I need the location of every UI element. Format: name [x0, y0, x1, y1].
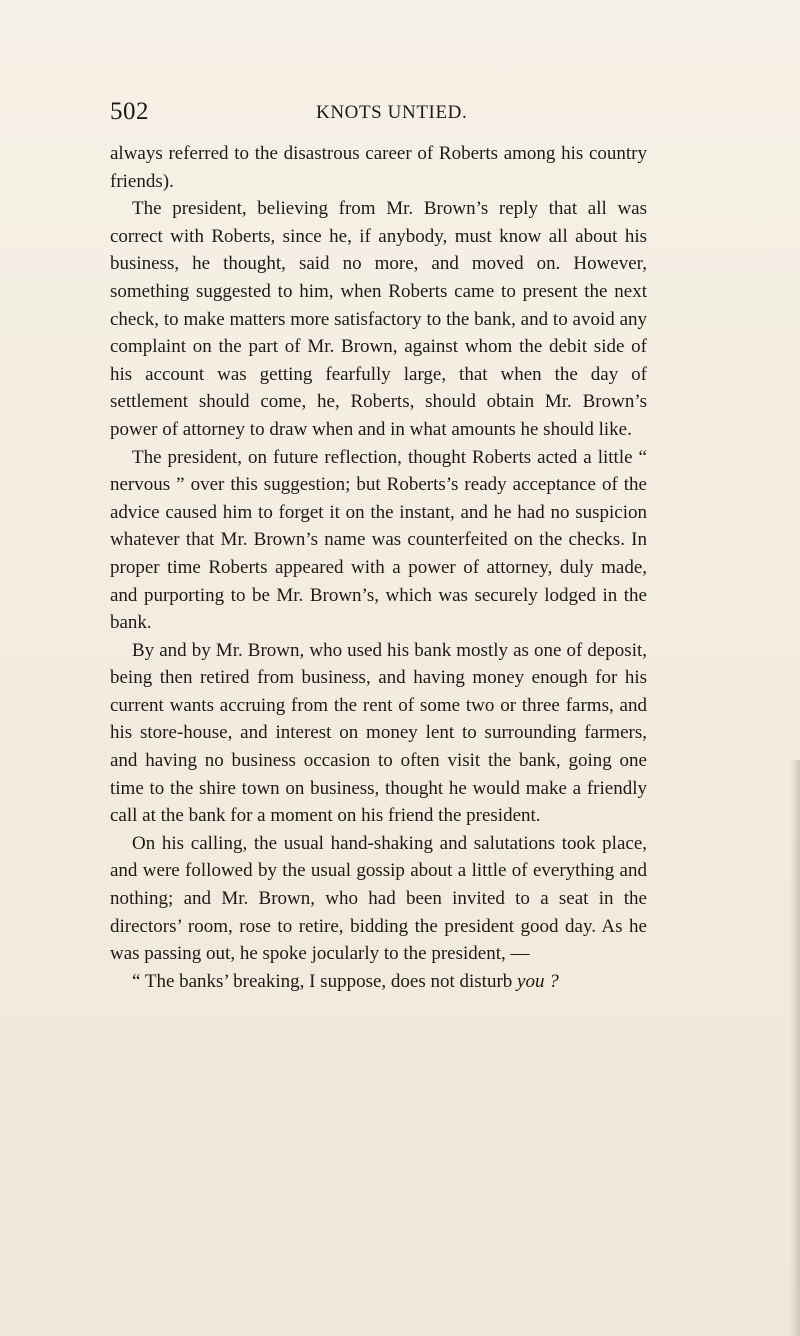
body-text [110, 140, 647, 995]
running-head: KNOTS UNTIED. [316, 102, 468, 123]
closing-quote: “ The banks’ breaking, I suppose, does not disturb [132, 970, 518, 992]
paragraph-4: By and by Mr. Brown, who used his bank mostly as one of deposit, being then retired from business, and having money enough for his current wants accruing from the rent of some two or three farms, and his store-house, and interest on money lent to surrounding farmers, and having no business occasion to often visit the bank, going one time to the shire town on business, thought he would make a friendly call at the bank for a moment on his friend the president. [110, 639, 647, 827]
paragraph-5: On his calling, the usual hand-shaking and salutations took place, and were followed by the usual gossip about a little of everything and nothing; and Mr. Brown, who had been invited to a seat in the directors’ room, rose to retire, bidding the president good day. As he was passing out, he spoke jocularly to the president, — [110, 832, 647, 965]
paragraph-3: The president, on future reflection, thought Roberts acted a little “ nervous ” over this suggestion; but Roberts’s ready acceptance of the advice caused him to forget it on the instant, and he had no suspicion whatever that Mr. Brown’s name was counterfeited on the checks. In proper time Roberts appeared with a power of attorney, duly made, and purporting to be Mr. Brown’s, which was securely lodged in the bank. [110, 446, 647, 634]
page-header [110, 96, 670, 128]
paragraph-1: always referred to the disastrous career of Roberts among his country friends). [110, 143, 647, 192]
page-number: 502 [110, 98, 149, 125]
page-edge-shadow [790, 760, 800, 1336]
closing-emphasis: you ? [517, 970, 559, 992]
paragraph-2: The president, believing from Mr. Brown’s reply that all was correct with Roberts, since he, if anybody, must know all about his business, he thought, said no more, and moved on. However, something suggested to him, when Roberts came to present the next check, to make matters more satisfactory to the bank, and to avoid any complaint on the part of Mr. Brown, against whom the debit side of his account was getting fearfully large, that when the day of settlement should come, he, Roberts, should obtain Mr. Brown’s power of attorney to draw when and in what amounts he should like. [110, 198, 647, 440]
paragraph-6 [110, 968, 647, 996]
